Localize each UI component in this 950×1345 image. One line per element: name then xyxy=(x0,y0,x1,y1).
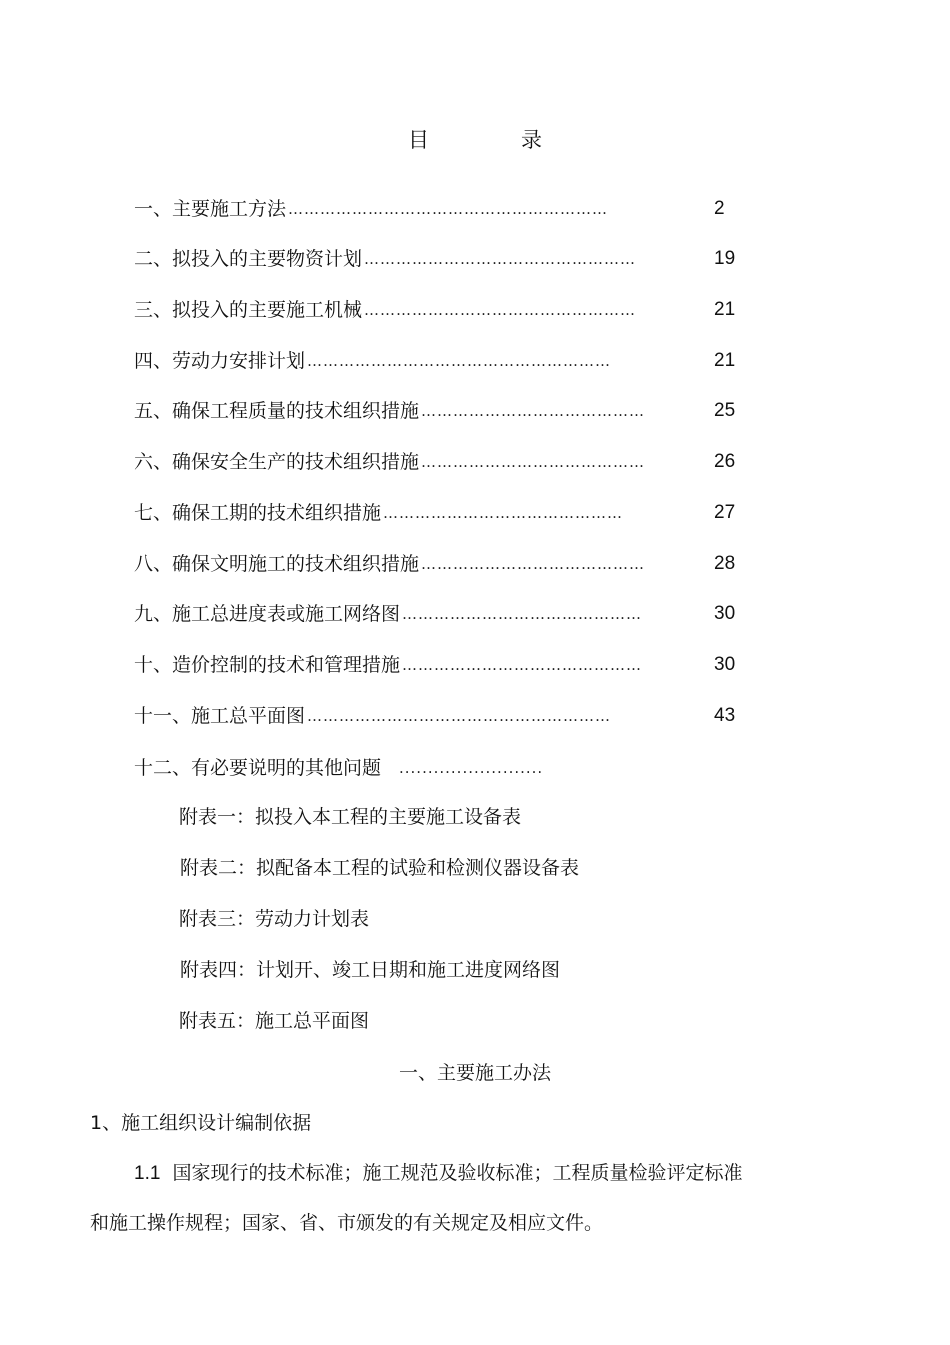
toc-entry-page: 21 xyxy=(714,299,736,320)
toc-entry-page: 25 xyxy=(714,400,736,421)
toc-entry[interactable] xyxy=(134,196,608,222)
paragraph-number: 1.1 xyxy=(134,1163,161,1184)
sub-heading: 1、施工组织设计编制依据 xyxy=(90,1112,312,1134)
appendix-item: 附表二：拟配备本工程的试验和检测仪器设备表 xyxy=(180,857,580,879)
toc-entry-page: 30 xyxy=(714,603,736,624)
paragraph-text-1: 国家现行的技术标准；施工规范及验收标准；工程质量检验评定标准 xyxy=(172,1162,743,1184)
toc-entry[interactable] xyxy=(134,297,636,323)
appendix-item: 附表一：拟投入本工程的主要施工设备表 xyxy=(179,806,522,828)
toc-entry[interactable] xyxy=(134,348,611,374)
toc-entry[interactable] xyxy=(134,703,611,729)
paragraph-line-1 xyxy=(134,1160,743,1187)
toc-entry-leader: …………………………………………………… xyxy=(288,200,608,218)
toc-entry-page: 26 xyxy=(714,451,736,472)
toc-entry-label: 二、拟投入的主要物资计划 xyxy=(134,248,363,270)
toc-entry[interactable] xyxy=(134,551,645,577)
toc-entry-page: 43 xyxy=(714,705,736,726)
appendix-item: 附表三：劳动力计划表 xyxy=(179,908,370,930)
toc-entry-leader: ………………………………………………… xyxy=(307,707,611,725)
toc-entry-label: 十二、有必要说明的其他问题 xyxy=(134,757,382,779)
toc-entry-leader: …………………………………… xyxy=(421,453,645,471)
toc-entry-label: 七、确保工期的技术组织措施 xyxy=(134,502,382,524)
toc-entry-leader: ……………………………………… xyxy=(402,656,642,674)
toc-entry[interactable] xyxy=(134,398,645,424)
paragraph-line-2: 和施工操作规程；国家、省、市颁发的有关规定及相应文件。 xyxy=(90,1212,604,1234)
toc-entry-label: 六、确保安全生产的技术组织措施 xyxy=(134,451,420,473)
toc-entry-label: 九、施工总进度表或施工网络图 xyxy=(134,603,401,625)
toc-entry-page: 19 xyxy=(714,248,736,269)
toc-entry-leader: ………………………………………………… xyxy=(307,352,611,370)
appendix-item: 附表四：计划开、竣工日期和施工进度网络图 xyxy=(180,959,561,981)
section-heading: 一、主要施工办法 xyxy=(398,1062,551,1084)
toc-entry-label: 一、主要施工方法 xyxy=(134,198,287,220)
toc-entry[interactable] xyxy=(134,500,623,526)
appendix-item: 附表五：施工总平面图 xyxy=(179,1010,370,1032)
toc-entry-leader: …………………………………………… xyxy=(364,301,636,319)
toc-entry[interactable] xyxy=(134,601,642,627)
toc-entry-page: 21 xyxy=(714,350,736,371)
toc-entry-page: 30 xyxy=(714,654,736,675)
toc-title-part1: 目 xyxy=(408,128,429,152)
toc-entry-leader: …………………………………… xyxy=(421,402,645,420)
toc-entry-page: 27 xyxy=(714,502,736,523)
toc-entry-label: 五、确保工程质量的技术组织措施 xyxy=(134,400,420,422)
toc-entry-label: 十、造价控制的技术和管理措施 xyxy=(134,654,401,676)
toc-entry-label: 十一、施工总平面图 xyxy=(134,705,306,727)
toc-title-part2: 录 xyxy=(521,128,542,152)
toc-title xyxy=(0,124,950,154)
toc-entry-page: 28 xyxy=(714,553,736,574)
toc-entry[interactable] xyxy=(134,246,636,272)
toc-entry-label: 三、拟投入的主要施工机械 xyxy=(134,299,363,321)
toc-entry[interactable] xyxy=(134,449,645,475)
toc-entry-leader: …………………………………………… xyxy=(364,250,636,268)
toc-entry-leader: ……………………………………… xyxy=(383,504,623,522)
toc-entry[interactable] xyxy=(134,755,544,781)
toc-entry-label: 八、确保文明施工的技术组织措施 xyxy=(134,553,420,575)
toc-entry-leader: …………………………………… xyxy=(421,555,645,573)
toc-entry-label: 四、劳动力安排计划 xyxy=(134,350,306,372)
toc-entry-leader: ......................... xyxy=(399,759,544,777)
toc-entry[interactable] xyxy=(134,652,642,678)
toc-entry-page: 2 xyxy=(714,198,725,219)
toc-entry-leader: ……………………………………… xyxy=(402,605,642,623)
